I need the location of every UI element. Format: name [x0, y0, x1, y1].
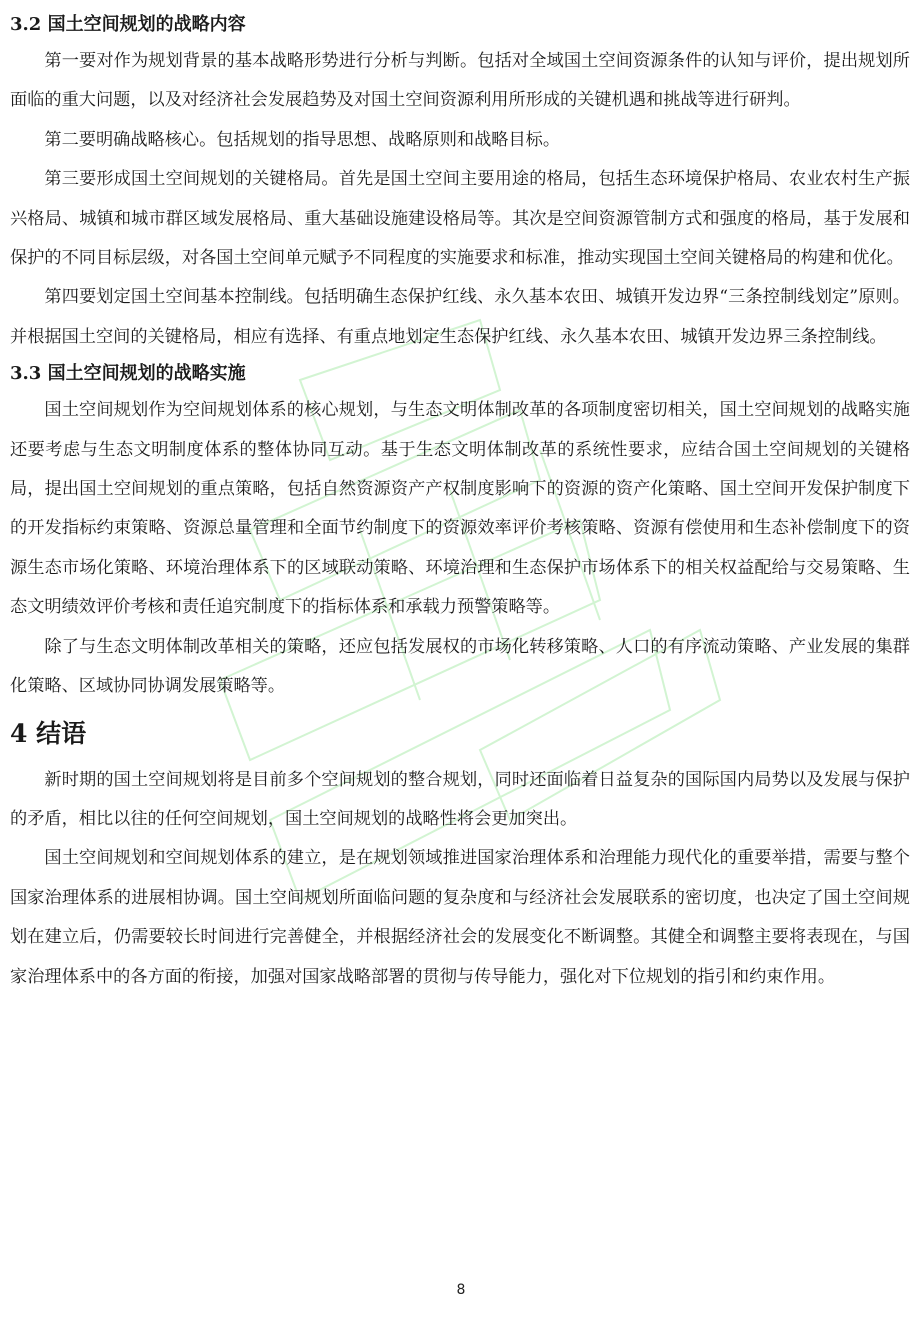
section-heading: 3.2 国土空间规划的战略内容: [10, 14, 246, 35]
paragraph: 第四要划定国土空间基本控制线。包括明确生态保护红线、永久基本农田、城镇开发边界“三条控制线划定”原则。并根据国土空间的关键格局，相应有选择、有重点地划定生态保护红线、永久基本农田、城镇开发边界三条控制线。: [10, 287, 910, 347]
section-conclusion: [10, 707, 910, 997]
conclusion-heading: 4 结语: [10, 718, 87, 748]
section-3-2: [10, 8, 910, 357]
section-heading: 3.3 国土空间规划的战略实施: [10, 363, 246, 385]
paragraph: 第二要明确战略核心。包括规划的指导思想、战略原则和战略目标。: [44, 129, 561, 150]
paragraph: 除了与生态文明体制改革相关的策略，还应包括发展权的市场化转移策略、人口的有序流动策略、产业发展的集群化策略、区域协同协调发展策略等。: [10, 636, 910, 697]
section-3-3: [10, 357, 910, 706]
paragraph: 国土空间规划和空间规划体系的建立，是在规划领域推进国家治理体系和治理能力现代化的重要举措，需要与整个国家治理体系的进展相协调。国土空间规划所面临问题的复杂度和与经济社会发展联系的密切度，也决定了国土空间规划在建立后，仍需要较长时间进行完善健全，并根据经济社会的发展变化不断调整。其健全和调整主要将表现在，与国家治理体系中的各方面的衔接，加强对国家战略部署的贯彻与传导能力，强化对下位规划的指引和约束作用。: [10, 848, 910, 987]
paragraph: 国土空间规划作为空间规划体系的核心规划，与生态文明体制改革的各项制度密切相关，国土空间规划的战略实施还要考虑与生态文明制度体系的整体协同互动。基于生态文明体制改革的系统性要求，应结合国土空间规划的关键格局，提出国土空间规划的重点策略，包括自然资源资产产权制度影响下的资源的资产化策略、国土空间开发保护制度下的开发指标约束策略、资源总量管理和全面节约制度下的资源效率评价考核策略、资源有偿使用和生态补偿制度下的资源生态市场化策略、环境治理体系下的区域联动策略、环境治理和生态保护市场体系下的相关权益配给与交易策略、生态文明绩效评价考核和责任追究制度下的指标体系和承载力预警策略等。: [10, 400, 910, 618]
paragraph: 第一要对作为规划背景的基本战略形势进行分析与判断。包括对全域国土空间资源条件的认知与评价，提出规划所面临的重大问题，以及对经济社会发展趋势及对国土空间资源利用所形成的关键机遇和挑战等进行研判。: [10, 51, 910, 111]
paragraph: 第三要形成国土空间规划的关键格局。首先是国土空间主要用途的格局，包括生态环境保护格局、农业农村生产振兴格局、城镇和城市群区域发展格局、重大基础设施建设格局等。其次是空间资源管制方式和强度的格局，基于发展和保护的不同目标层级，对各国土空间单元赋予不同程度的实施要求和标准，推动实现国土空间关键格局的构建和优化。: [10, 169, 910, 269]
page-number: 8: [456, 1282, 466, 1298]
page-content: [10, 8, 910, 997]
paragraph: 新时期的国土空间规划将是目前多个空间规划的整合规划，同时还面临着日益复杂的国际国内局势以及发展与保护的矛盾，相比以往的任何空间规划，国土空间规划的战略性将会更加突出。: [10, 769, 910, 829]
